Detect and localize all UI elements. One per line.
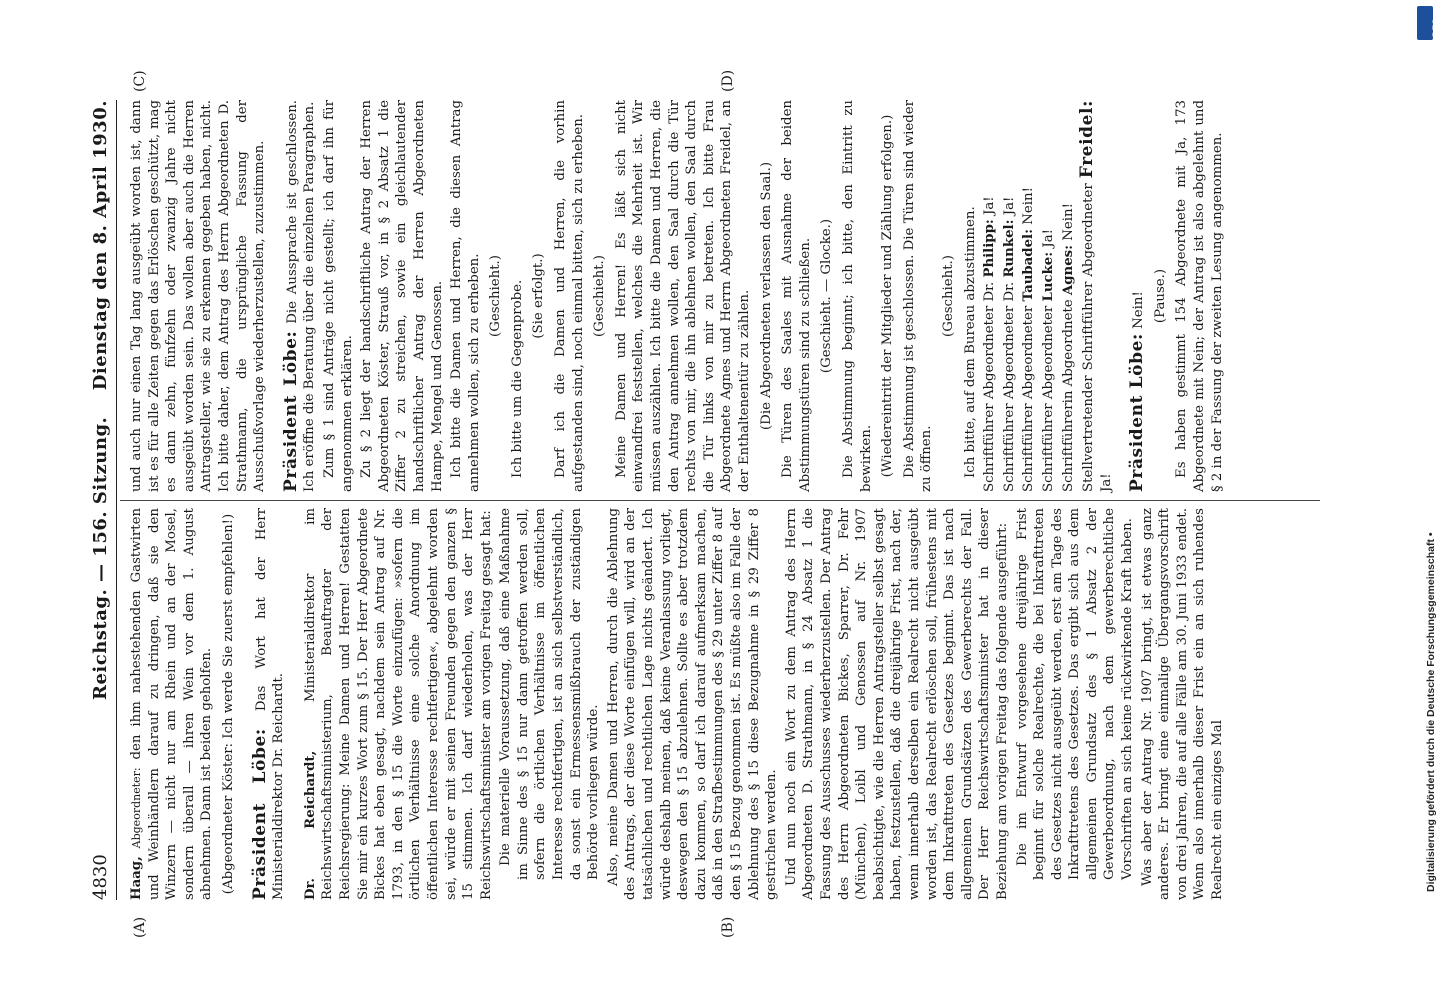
paragraph <box>1129 100 1148 492</box>
vote-line: Schriftführerin Abgeordnete Agnes: Nein! <box>1060 203 1076 492</box>
speaker-name: Präsident Löbe: <box>249 728 270 900</box>
right-header-title: Dienstag den 8. April 1930. <box>90 100 111 391</box>
interjection: (Abgeordneter Köster: Ich werde Sie zuerst empfehlen!) <box>220 513 236 895</box>
paragraph: Die Abstimmung beginnt; ich bitte, den Eintritt zu bewirken. <box>840 100 874 492</box>
paragraph: Darf ich die Damen und Herren, die vorhin aufgestanden sind, noch einmal bitten, sich zu erheben. <box>553 100 586 492</box>
paragraph: Es haben gestimmt 154 Abgeordnete mit Ja, 173 Abgeordnete mit Nein; der Antrag ist also abgelehnt und § 2 in der Fassung der zweiten Lesung angenommen. <box>1174 100 1225 492</box>
left-header-title: Reichstag. — 156. Sitzung. <box>90 416 111 700</box>
dfg-logo-text: DFG <box>1431 18 1441 37</box>
paragraph: Und nun noch ein Wort zu dem Antrag des Herrn Abgeordneten D. Strathmann, in § 24 Absatz 1 die Fassung des Ausschusses wiederherzustellen. Der Antrag des Herrn Abgeordneten Bickes, Sparrer, Dr. Fehr (München), Loibl und Genossen auf Nr. 1907 beabsichtigte, wie die Herren Antragsteller selbst gesagt haben, festzustellen, daß die dreijährige Frist, nach der, wenn innerhalb derselben ein Realrecht nicht ausgeübt worden ist, das Realrecht erlöschen soll, frühestens mit dem Inkrafttreten des Gesetzes beginnt. Das ist nach allgemeinen Grundsätzen des Gewerberechts der Fall. Der Herr Reichswirtschaftsminister hat in dieser Beziehung am vorigen Freitag das folgende ausgeführt: <box>783 508 1010 900</box>
voter-name: Runkel: <box>1001 219 1017 278</box>
page-number: 4830 <box>90 854 111 900</box>
stage-direction: (Geschieht.) <box>592 255 608 337</box>
paragraph <box>302 508 496 900</box>
paragraph-text: Ministerialdirektor im Reichswirtschaftsministerium, Beauftragter der Reichsregierung: Meine Damen und Herren! Gestatten Sie mir ein kurzes Wort zum § 15. Der Herr Abgeordnete Bickes hat eben gesagt, nachdem sein Antrag auf Nr. 1793, in den § 15 die Worte einzufügen: »sofern die örtlichen Verhältnisse eine solche Anordnung im öffentlichen Interesse rechtfertigen«, abgelehnt worden sei, würde er mit seinen Freunden gegen den ganzen § 15 stimmen. Ich darf wiederholen, was der Herr Reichswirtschaftsminister am vorigen Freitag gesagt hat: <box>302 507 494 900</box>
margin-mark-b: (B) <box>720 916 736 938</box>
left-column <box>128 508 1229 900</box>
paragraph <box>249 508 288 900</box>
paragraph <box>128 508 216 900</box>
speaker-name: Haag, <box>129 856 144 900</box>
paragraph-text: Das Wort hat der Herr Ministerialdirektor Dr. Reichardt. <box>253 508 287 900</box>
paragraph: Meine Damen und Herren! Es läßt sich nicht einwandfrei feststellen, welches die Mehrheit ist. Wir müssen auszählen. Ich bitte die Damen und Herren, die den Antrag annehmen wollen, den Saal durch die Tür rechts von mir, die ihn ablehnen wollen, den Saal durch die Tür links von mir zu betreten. Ich bitte Frau Abgeordnete Agnes und Herrn Abgeordneten Freidel, an der Enthaltenentür zu zählen. <box>613 100 752 492</box>
column-divider <box>120 500 1320 501</box>
vote-value: Ja! <box>1001 196 1017 216</box>
vote-value: Ja! <box>982 196 998 215</box>
speaker-name: Präsident Löbe: <box>280 330 301 492</box>
paragraph: Ich bitte um die Gegenprobe. <box>509 279 525 478</box>
stage-direction: (Die Abgeordneten verlassen den Saal.) <box>758 161 774 431</box>
voter-name: Freidel: <box>1077 100 1098 179</box>
vote-value: Ja! <box>1098 473 1114 492</box>
paragraph: Was aber der Antrag Nr. 1907 bringt, ist etwas ganz anderes. Er bringt eine einmalige Übergangsvorschrift von drei Jahren, die auf alle Fälle am 30. Juni 1933 endet. Wenn also innerhalb dieser Frist ein an sich ruhendes Realrecht ein einziges Mal <box>1139 508 1226 900</box>
margin-mark-d: (D) <box>720 69 736 92</box>
margin-mark-a: (A) <box>132 916 148 938</box>
right-column <box>128 100 1228 492</box>
vote-line: Schriftführer Abgeordneter Taubadel: Nein! <box>1021 187 1037 492</box>
speaker-name: Dr. Reichardt, <box>302 750 318 900</box>
paragraph-text: den ihm nahestehenden Gastwirten und Weinhändlern darauf zu dringen, daß sie den Winzern — nicht nur am Rhein und an der Mosel, sondern überall — ihren Wein vor dem 1. August abnehmen. Dann ist beiden geholfen. <box>129 507 215 900</box>
voter-name: Taubadel: <box>1021 228 1037 302</box>
stage-direction: (Sie erfolgt.) <box>531 253 547 339</box>
vote-value: Ja! <box>1040 228 1056 248</box>
speaker-role: Abgeordneter: <box>130 767 143 849</box>
vote-line: Schriftführer Abgeordneter Dr. Philipp: Ja! <box>982 196 998 492</box>
digitization-notice: Digitalisierung gefördert durch die Deutsche Forschungsgemeinschaft • <box>1425 532 1437 892</box>
vote-value: Nein! <box>1060 203 1076 241</box>
stage-direction: (Pause.) <box>1152 268 1168 324</box>
page-header <box>88 100 117 900</box>
paragraph-text: Die Aussprache ist geschlossen. Ich eröffne die Beratung über die einzelnen Paragraphen. <box>284 99 318 492</box>
speaker-name: Präsident Löbe: <box>1127 333 1148 492</box>
paragraph: Die Abstimmung ist geschlossen. Die Türen sind wieder zu öffnen. <box>901 100 935 492</box>
paragraph: und auch nur einen Tag lang ausgeübt worden ist, dann ist es für alle Zeiten gegen das Erlöschen geschützt, mag es dann zehn, fünfzehn oder zwanzig Jahre nicht ausgeübt worden sein. Das wollen aber auch die Herren Antragsteller, wie sie zu erkennen gegeben haben, nicht. Ich bitte daher, dem Antrag des Herrn Abgeordneten D. Strathmann, die ursprüngliche Fassung der Ausschußvorlage wiederherzustellen, zuzustimmen. <box>129 100 268 492</box>
margin-mark-c: (C) <box>132 70 148 92</box>
vote-value: Nein! <box>1021 187 1037 225</box>
voter-name: Lucke: <box>1040 251 1056 302</box>
paragraph <box>280 99 319 492</box>
paragraph: Die Türen des Saales mit Ausnahme der beiden Abstimmungstüren sind zu schließen. <box>780 100 813 492</box>
voter-name: Philipp: <box>982 219 998 278</box>
stage-direction: (Geschieht.) <box>488 255 504 337</box>
quotation: Die im Entwurf vorgesehene dreijährige Frist beginnt für solche Realrechte, die bei Inkrafttreten des Gesetzes nicht ausgeübt werden, erst am Tage des Inkrafttretens des Gesetzes. Das ergibt sich aus dem allgemeinen Grundsatz des § 1 Absatz 2 der Gewerbeordnung, nach dem gewerberechtliche Vorschriften an sich keine rückwirkende Kraft haben. <box>1014 508 1136 880</box>
paragraph: Ich bitte die Damen und Herren, die diesen Antrag annehmen wollen, sich zu erheben. <box>449 100 482 492</box>
voter-name: Agnes: <box>1060 244 1076 296</box>
vote-line: Schriftführer Abgeordneter Dr. Runkel: Ja! <box>1001 196 1017 492</box>
paragraph: Ich bitte, auf dem Bureau abzustimmen. <box>962 206 978 478</box>
stage-direction: (Wiedereintritt der Mitglieder und Zählung erfolgen.) <box>880 114 896 478</box>
paragraph: Also, meine Damen und Herren, durch die Ablehnung des Antrags, der diese Worte einfügen will, wird an der tatsächlichen und rechtlichen Lage nichts geändert. Ich würde deshalb meinen, daß keine Veranlassung vorliegt, deswegen den § 15 abzulehnen. Sollte es aber trotzdem dazu kommen, so darf ich darauf aufmerksam machen, daß in den Strafbestimmungen des § 29 unter Ziffer 8 auf den § 15 Bezug genommen ist. Es müßte also im Falle der Ablehnung des § 15 diese Bezugnahme in § 29 Ziffer 8 gestrichen werden. <box>605 508 780 900</box>
paragraph: Zum § 1 sind Anträge nicht gestellt; ich darf ihn für angenommen erklären. <box>321 100 355 492</box>
paragraph-text: Nein! <box>1131 291 1147 329</box>
vote-line: Stellvertretender Schriftführer Abgeordneter Freidel: Ja! <box>1077 100 1114 492</box>
quotation: Die materielle Voraussetzung, daß eine Maßnahme im Sinne des § 15 nur dann getroffen werden soll, sofern die örtlichen Verhältnisse im öffentlichen Interesse rechtfertigen, ist an sich selbstverständlich, da sonst ein Ermessensmißbrauch der zuständigen Behörde vorliegen würde. <box>498 508 602 880</box>
stage-direction: (Geschieht. — Glocke.) <box>819 218 835 374</box>
vote-line: Schriftführer Abgeordneter Lucke: Ja! <box>1040 228 1056 492</box>
paragraph: Zu § 2 liegt der handschriftliche Antrag der Herren Abgeordneten Köster, Strauß vor, in § 2 Absatz 1 die Ziffer 2 zu streichen, sowie ein gleichlautender handschriftlicher Antrag der Herren Abgeordneten Hampe, Mengel und Genossen. <box>359 100 445 492</box>
stage-direction: (Geschieht.) <box>940 255 956 337</box>
